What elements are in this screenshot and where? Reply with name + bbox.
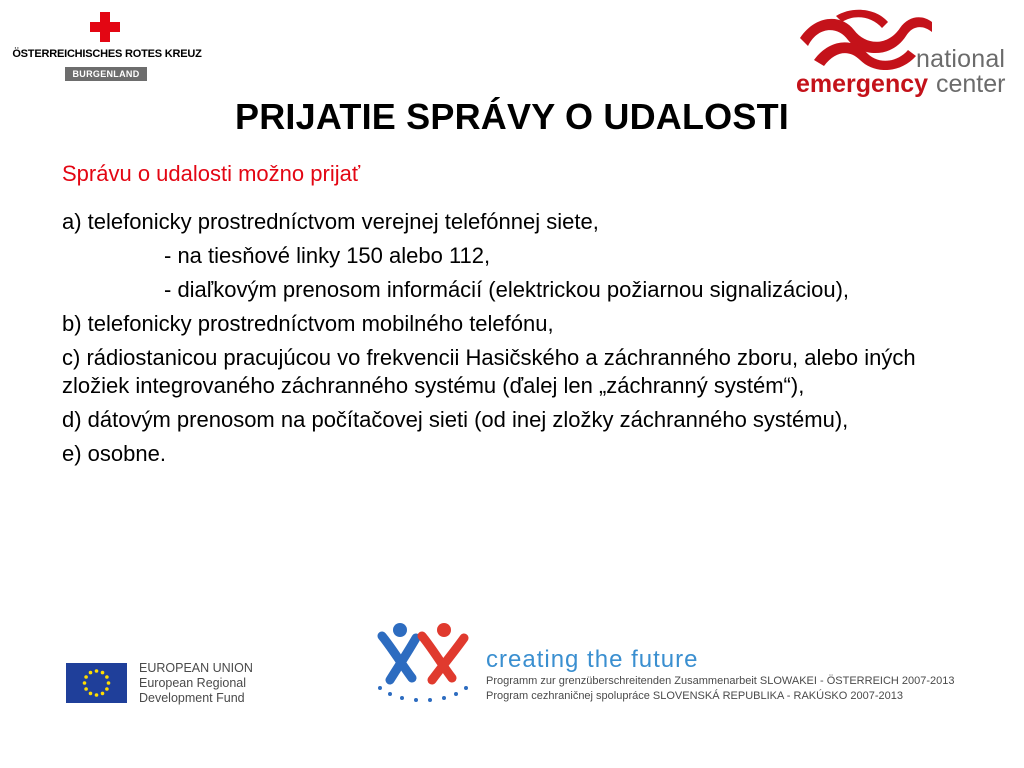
slide-title: PRIJATIE SPRÁVY O UDALOSTI [235,96,789,137]
program-line-sk: Program cezhraničnej spolupráce SLOVENSKÁ REPUBLIKA - RAKÚSKO 2007-2013 [486,690,903,702]
program-tagline: creating the future [486,646,699,673]
national-emergency-center-logo [796,8,1018,98]
eu-fund-logo [66,661,266,705]
cross-border-program-logo [372,618,972,708]
eu-flag-icon [66,663,127,703]
program-figures-icon [372,618,484,706]
eu-line-1: EUROPEAN UNION [139,661,253,675]
slide-body [62,160,982,474]
slide-subtitle: Správu o udalosti možno prijať [62,161,361,186]
list-subitem-emergency-lines: - na tiesňové linky 150 alebo 112, [164,243,491,268]
red-cross-icon [90,12,120,42]
logo-word-center: center [936,70,1006,98]
emergency-center-wave-icon [796,8,936,70]
red-cross-name: ÖSTERREICHISCHES ROTES KREUZ [12,48,202,60]
list-item-c: c) rádiostanicou pracujúcou vo frekvencii Hasičského a záchranného zboru, alebo iných zložiek integrovaného záchranného systému (ďalej len „záchranný systém“), [62,345,916,398]
red-cross-region: BURGENLAND [65,67,147,81]
list-item-d: d) dátovým prenosom na počítačovej sieti (od inej zložky záchranného systému), [62,407,849,432]
logo-word-emergency: emergency [796,70,929,98]
red-cross-logo [12,12,202,84]
program-line-de: Programm zur grenzüberschreitenden Zusammenarbeit SLOWAKEI - ÖSTERREICH 2007-2013 [486,675,955,687]
list-item-a: a) telefonicky prostredníctvom verejnej telefónnej siete, [62,209,599,234]
list-item-b: b) telefonicky prostredníctvom mobilného telefónu, [62,311,554,336]
list-subitem-remote-transfer: - diaľkovým prenosom informácií (elektrickou požiarnou signalizáciou), [164,277,850,302]
logo-word-national: national [916,45,1006,73]
eu-line-3: Development Fund [139,691,245,705]
list-item-e: e) osobne. [62,441,166,466]
eu-line-2: European Regional [139,676,247,690]
